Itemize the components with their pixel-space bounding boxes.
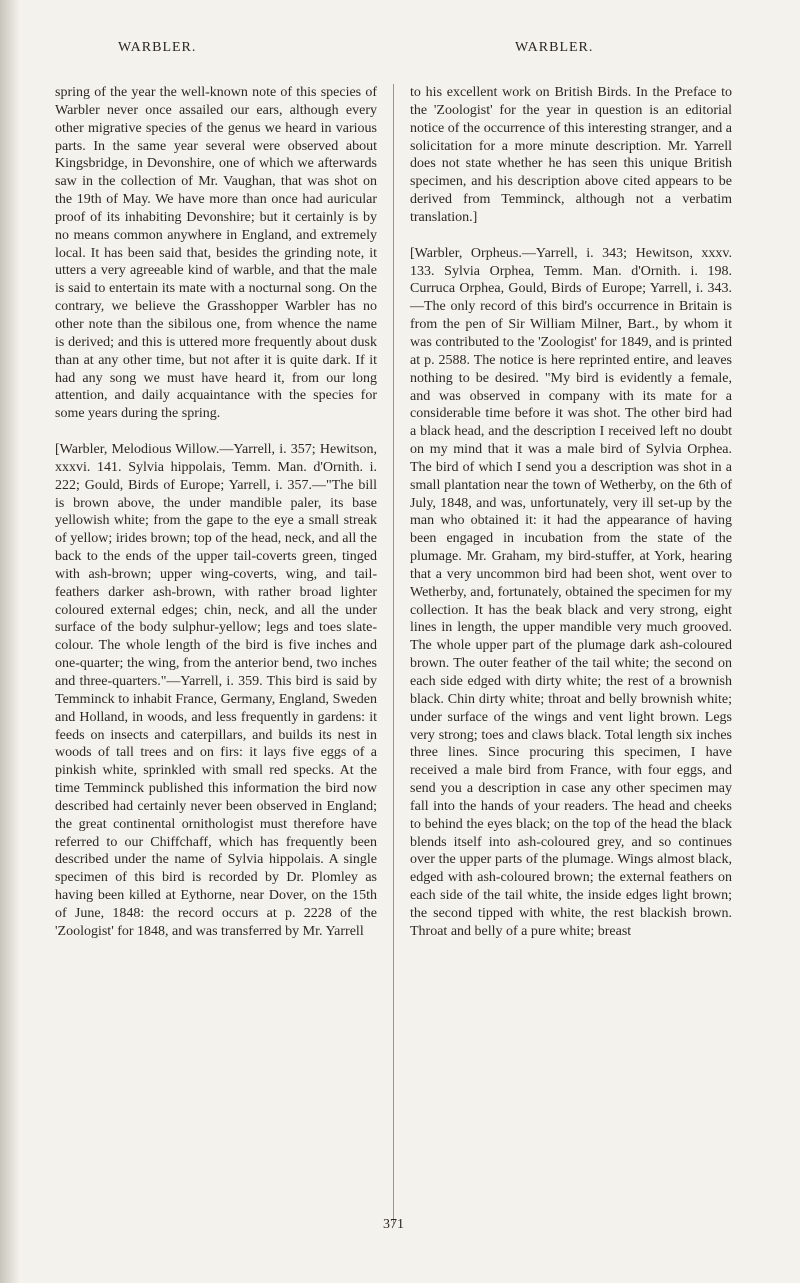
page-gutter-shadow: [0, 0, 20, 1283]
page-number: 371: [383, 1217, 404, 1232]
paragraph-grasshopper-warbler-end: spring of the year the well-known note of this species of Warbler never once assailed our ears, although every other migrative species of the genus we heard in various parts. In the same year several were observed about Kingsbridge, in Devonshire, one of which we afterwards saw in the collection of Mr. Vaughan, that was shot on the 19th of May. We have more than once had auricular proof of its inhabiting Devonshire; but it certainly is by no means common anywhere in England, and extremely local. It has been said that, besides the grinding note, it utters a very agreeable kind of warble, and that the male is said to entertain its mate with a nocturnal song. On the contrary, we believe the Grasshopper Warbler has no other note than the sibilous one, from whence the name is derived; and this is uttered more frequently about dusk than at any other time, but not after it is quite dark. If it had any song we must have heard it, from our long attention, and daily acquaintance with the species for some years during the spring.: [55, 85, 377, 422]
running-head-left: WARBLER.: [118, 40, 197, 55]
paragraph-melodious-willow-warbler: [Warbler, Melodious Willow.—Yarrell, i. 357; Hewitson, xxxvi. 141. Sylvia hippolais, Temm. Man. d'Ornith. i. 222; Gould, Birds of Europe; Yarrell, i. 357.—"The bill is brown above, the under mandible paler, its base yellowish white; from the gape to the eye a small streak of yellow; irides brown; top of the head, neck, and all the back to the ends of the upper tail-coverts green, tinged with ash-brown; upper wing-coverts, wing, and tail-feathers darker ash-brown, with rather broad lighter coloured external edges; chin, neck, and all the under surface of the body sulphur-yellow; legs and toes slate-colour. The whole length of the bird is five inches and one-quarter; the wing, from the anterior bend, two inches and three-quarters."—Yarrell, i. 359. This bird is said by Temminck to inhabit France, Germany, England, Sweden and Holland, in woods, and less frequently in gardens: it feeds on insects and caterpillars, and builds its nest in woods of tall trees and on firs: it lays five eggs of a pinkish white, sprinkled with small red specks. At the time Temminck published this information the bird now described had certainly never been observed in England; the great continental ornithologist must therefore have referred to our Chiffchaff, which has frequently been described under the name of Sylvia hippolais. A single specimen of this bird is recorded by Dr. Plomley as having been killed at Eythorne, near Dover, on the 15th of June, 1848: the record occurs at p. 2228 of the 'Zoologist' for 1848, and was transferred by Mr. Yarrell: [55, 442, 377, 939]
left-column: [55, 84, 377, 941]
paragraph-orpheus-warbler: [Warbler, Orpheus.—Yarrell, i. 343; Hewitson, xxxv. 133. Sylvia Orphea, Temm. Man. d'Ornith. i. 198. Curruca Orphea, Gould, Birds of Europe; Yarrell, i. 343.—The only record of this bird's occurrence in Britain is from the pen of Sir William Milner, Bart., by whom it was contributed to the 'Zoologist' for 1849, and is printed at p. 2588. The notice is here reprinted entire, and leaves nothing to be desired. "My bird is evidently a female, and was observed in company with its mate for a considerable time before it was shot. The other bird had a black head, and the description I received left no doubt on my mind that it was a male bird of Sylvia Orphea. The bird of which I send you a description was shot in a small plantation near the town of Wetherby, on the 6th of July, 1848, and was, unfortunately, very ill set-up by the man who obtained it: it had the appearance of having been engaged in incubation from the state of the plumage. Mr. Graham, my bird-stuffer, at York, hearing that a very uncommon bird had been shot, went over to Wetherby, and, fortunately, obtained the specimen for my collection. It has the beak black and very strong, eight lines in length, the upper mandible very much grooved. The whole upper part of the plumage dark ash-coloured brown. The outer feather of the tail white; the second on each side edged with dirty white; the rest of a brownish black. Chin dirty white; throat and belly brownish white; under surface of the wings and vent light brown. Legs very strong; toes and claws black. Total length six inches three lines. Since procuring this specimen, I have received a male bird from France, with four eggs, and send you a description in case any other specimen may fall into the hands of your readers. The head and cheeks to behind the eyes black; on the top of the head the black blends itself into ash-coloured grey, and so continues over the upper parts of the plumage. Wings almost black, edged with ash-coloured brown; the external feathers on each side of the tail white, the inside edges light brown; the second tipped with white, the rest blackish brown. Throat and belly of a pure white; breast: [410, 245, 732, 939]
column-divider: [393, 84, 394, 1224]
paragraph-melodious-willow-warbler-end: to his excellent work on British Birds. In the Preface to the 'Zoologist' for the year in question is an editorial notice of the occurrence of this interesting stranger, and a solicitation for a more minute description. Mr. Yarrell does not state whether he has seen this unique British specimen, and his description above cited appears to be derived from Temminck, although not a verbatim translation.]: [410, 85, 732, 225]
right-column: [410, 84, 732, 941]
running-head-right: WARBLER.: [515, 40, 594, 55]
